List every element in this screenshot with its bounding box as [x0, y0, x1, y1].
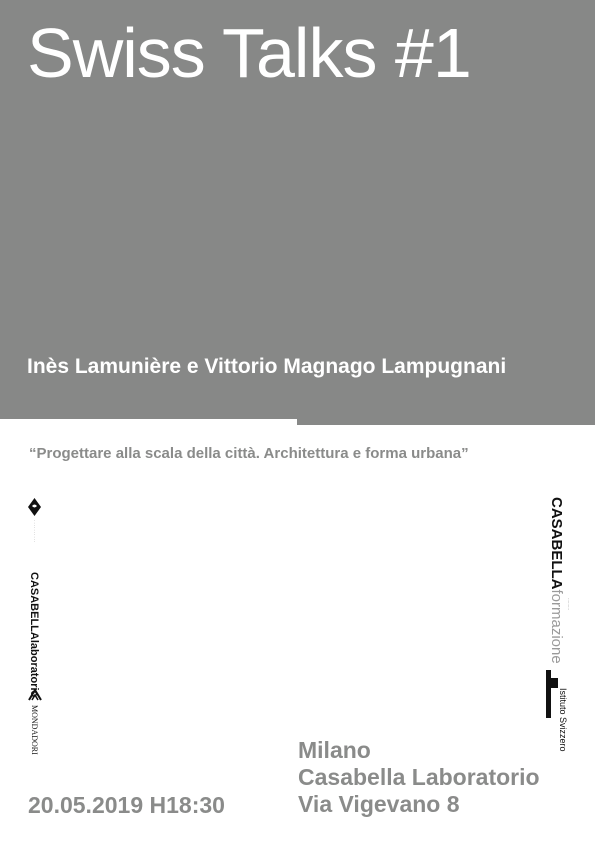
- left-logo-label: CASABELLAlaboratorio: [28, 572, 40, 698]
- formazione-word: formazione: [548, 589, 565, 664]
- panel-step-cutout: [0, 419, 297, 425]
- venue-place: Casabella Laboratorio: [298, 764, 540, 790]
- left-logo-caption: ··········: [32, 520, 37, 544]
- talk-subtitle: “Progettare alla scala della città. Architettura e forma urbana”: [29, 445, 469, 462]
- casabella-word: CASABELLA: [548, 497, 565, 590]
- venue-block: [298, 737, 540, 818]
- venue-city: Milano: [298, 737, 371, 763]
- casabella-laboratorio-logo: [28, 572, 40, 697]
- poster-title: Swiss Talks #1: [27, 14, 471, 92]
- event-date-time: 20.05.2019 H18:30: [28, 792, 225, 818]
- casabella-formazione-logo: [548, 497, 565, 664]
- formazione-tagline: ·········: [566, 598, 571, 610]
- istituto-svizzero-logo-icon: [546, 670, 558, 718]
- speakers-line: Inès Lamunière e Vittorio Magnago Lampugnani: [27, 355, 507, 378]
- mondadori-logo-icon: [28, 689, 42, 701]
- mondadori-logo-text: MONDADORI: [30, 705, 39, 755]
- istituto-svizzero-text: Istituto Svizzero: [558, 688, 568, 752]
- diamond-logo-icon: [28, 498, 41, 516]
- venue-address: Via Vigevano 8: [298, 791, 460, 817]
